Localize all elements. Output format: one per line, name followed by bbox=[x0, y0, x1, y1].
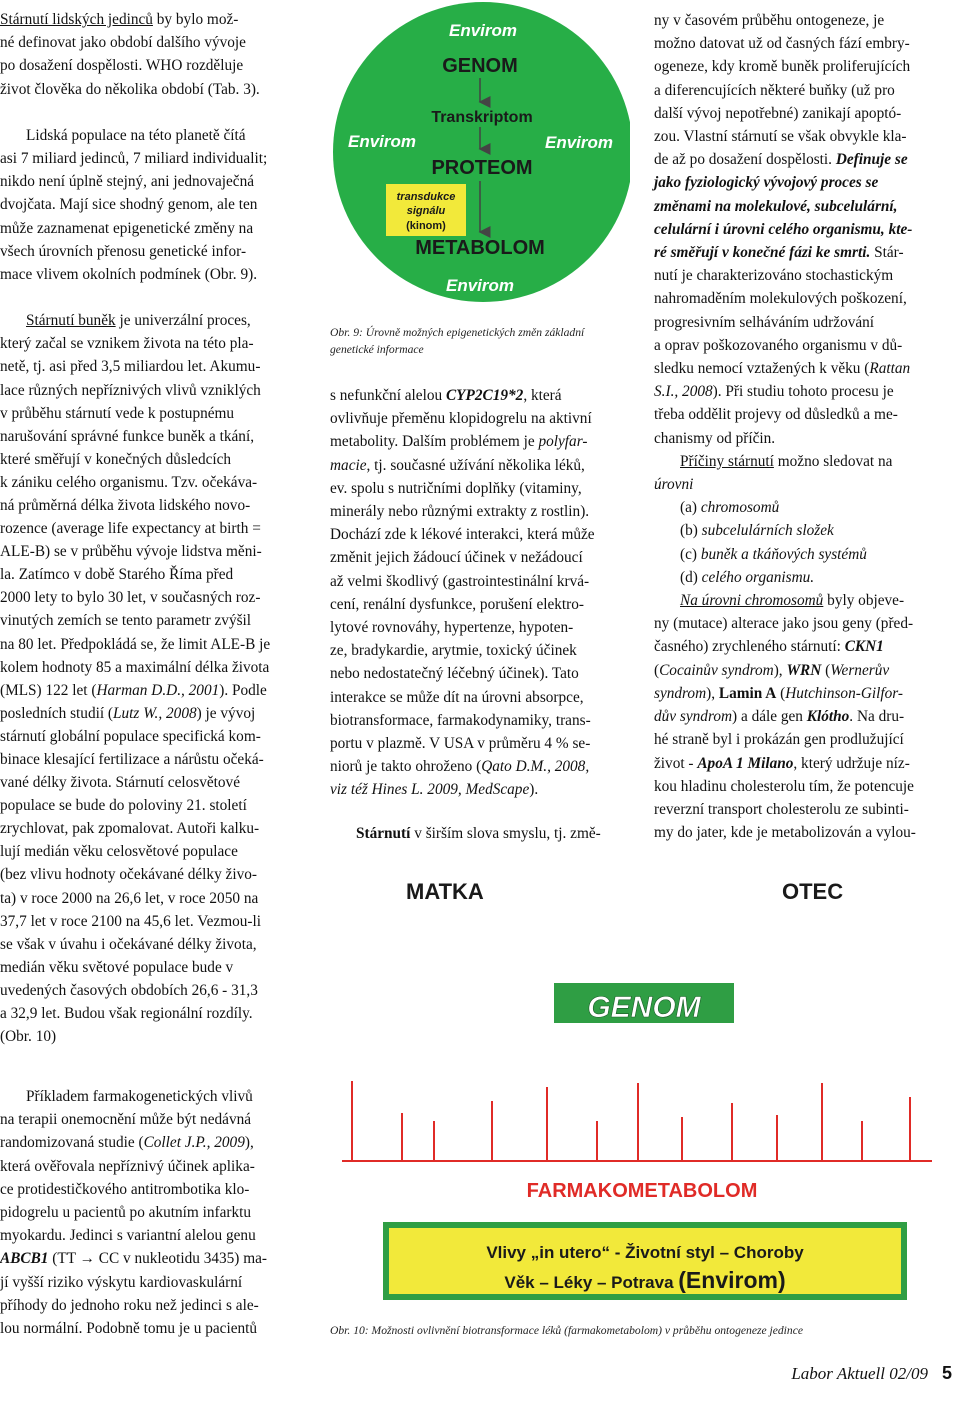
figure-10-caption: Obr. 10: Možnosti ovlivnění biotransformace léků (farmakometabolom) v průběhu ontogeneze jedince bbox=[330, 1324, 803, 1337]
envirom-right: Envirom bbox=[544, 133, 614, 152]
heading-cell-aging: Stárnutí buněk bbox=[26, 312, 116, 330]
figure-9-caption: Obr. 9: Úrovně možných epigenetických změn základní genetické informace bbox=[330, 326, 585, 356]
citation-qato: Qato D.M., 2008, bbox=[481, 758, 590, 776]
right-column: ny v časovém průběhu ontogeneze, je možno datovat už od časných fází embry- ogeneze, kdy kromě buněk proliferujících a diferencujících některé buňky (už pro další vývoj nepotřebné) zanikají apoptó- zou. Vlastní stárnutí se však obvykle kla- de až po dosažení dospělosti. Definuje se jako fyziologický vývojový proces se změnami na molekulové, subcelulární, celulární i úrovni celého organismu, kte- ré směřují v konečné fázi ke smrti. Stár- nutí je charakterizováno stochastickým nahromaděním molekulových poškození, progresivním selháváním udržování a oprav poškozovaného organismu v dů- sledku nemocí vztažených k věku (Rattan S.I., 2008). Při studiu tohoto procesu je třeba oddělit projevy od důsledků a me- chanismy od příčin. Příčiny stárnutí možno sledovat na úrovni (a) chromosomů (b) subcelulárních složek (c) buněk a tkáňových systémů (d) celého organismu. Na úrovni chromosomů byly objeve- ny (mutace) alterace jako jsou geny (před- časného) zrychleného stárnutí: CKN1 (Cocainův syndrom), WRN (Wernerův syndrom), Lamin A (Hutchinson-Gilfor- dův syndrom) a dále gen Klótho. Na dru- hé straně byl i prokázán gen prodlužující život - ApoA 1 Milano, který udržuje níz- kou hladinu cholesterolu tím, že potencuje reverzní transport cholesterolu ze subinti- my do jater, kde je metabolizován a vylou- bbox=[654, 9, 954, 844]
arrow-icon: → bbox=[79, 1250, 95, 1268]
citation-lutz: Lutz W., 2008 bbox=[113, 704, 197, 722]
citation-rattan: Rattan bbox=[869, 360, 911, 378]
metabolom-label: METABOLOM bbox=[415, 237, 545, 259]
citation-hines: viz též Hines L. 2009, MedScape bbox=[330, 781, 530, 799]
matka-label: MATKA bbox=[406, 879, 484, 904]
proteom-label: PROTEOM bbox=[431, 157, 533, 179]
envirom-left: Envirom bbox=[347, 132, 417, 151]
influences-line1: Vlivy „in utero“ - Životní styl – Choroby bbox=[486, 1243, 804, 1262]
transdukce-line1: transdukce bbox=[396, 191, 456, 203]
gene-apoa1: ApoA 1 Milano bbox=[697, 754, 794, 772]
otec-label: OTEC bbox=[782, 879, 844, 904]
journal-name: Labor Aktuell 02/09 bbox=[791, 1364, 928, 1383]
transkriptom-label: Transkriptom bbox=[431, 109, 533, 126]
gene-klotho: Klótho bbox=[806, 708, 850, 726]
paragraph-population: Lidská populace na této planetě čítá asi 7 miliard jedinců, 7 miliard individualit; nikdo není úplně stejný, ani jednovaječná dvojčata. Mají sice shodný genom, ale ten může zaznamenat epigenetické změny na všech úrovních přenosu genetické infor- mace vlivem okolních podmínek (Obr. 9). bbox=[0, 126, 268, 284]
citation-collet: Collet J.P., 2009 bbox=[143, 1134, 245, 1152]
gene-abcb1: ABCB1 bbox=[0, 1250, 49, 1268]
heading-causes: Příčiny stárnutí bbox=[680, 452, 774, 470]
gene-lamin-a: Lamin A bbox=[718, 684, 777, 702]
gene-cyp2c19: CYP2C19*2 bbox=[445, 387, 524, 404]
left-column: Stárnutí lidských jedinců by bylo mož- né definovat jako období dalšího vývoje po dosažení dospělosti. WHO rozděluje život člověka do několika období (Tab. 3). Lidská populace na této planetě čítá asi 7 miliard jedinců, 7 miliard individualit; nikdo není úplně stejný, ani jednovaječná dvojčata. Mají sice shodný genom, ale ten může zaznamenat epigenetické změny na všech úrovních přenosu genetické infor- mace vlivem okolních podmínek (Obr. 9). Stárnutí buněk je univerzální proces, který začal se vznikem života na této pla- netě, tj. asi před 3,5 miliardou let. Akumu- lace různých nepříznivých vlivů vzniklých v průběhu stárnutí vede k postupnému narušování správné funkce buněk a tkání, které směřují v konečných důsledcích k zániku celého organismu. Tzv. očekáva- ná průměrná délka života lidského novo- rozence (average life expectancy at birth = ALE-B) se v průběhu vývoje lidstva měni- la. Zatímco v době Starého Říma před 2000 lety to bylo 30 let, v současných roz- vinutých zemích se tento parametr zvýšil na 80 let. Předpokládá se, že limit ALE-B je kolem hodnoty 85 a maximální délka života (MLS) 122 let (Harman D.D., 2001). Podle posledních studií (Lutz W., 2008) je vývoj stárnutí globální populace specifická kom- binace klesající fertilizace a nárůstu očeká- vané délky života. Stárnutí celosvětové populace se bude do poloviny 21. století zrychlovat, pak zpomalovat. Autoři kalku- lují medián věku celosvětové populace (bez vlivu hodnoty očekávané délky živo- ta) v roce 2000 na 26,6 let, v roce 2050 na 37,7 let v roce 2100 na 45,6 let. Vezmou-li se však v úvahu i očekávané délky života, medián věku světové populace bude v uvedených časových obdobích 26,6 - 31,3 a 32,9 let. Budou však regionální rozdíly. (Obr. 10) bbox=[0, 8, 304, 1048]
heading-chromosomes: Na úrovni chromosomů bbox=[680, 592, 824, 610]
timeline-bars bbox=[352, 1081, 910, 1161]
paragraph-pharmacogenetics: Příkladem farmakogenetických vlivů na terapii onemocnění může být nedávná randomizovaná studie (Collet J.P., 2009), která ověřovala nepříznivý účinek aplika- ce protidestičkového antitrombotika klo- pidogrelu u pacientů po akutním infarktu myokardu. Jedinci s variantní alelou genu ABCB1 (TT → CC v nukleotidu 3435) ma- jí vyšší riziko výskytu kardiovaskulární příhody do jednoho roku než jedinci s ale- lou normální. Podobně tomu je u pacientů bbox=[0, 1088, 267, 1338]
gene-wrn: WRN bbox=[786, 661, 822, 679]
definition-start: Definuje se bbox=[835, 151, 908, 169]
middle-column: s nefunkční alelou CYP2C19*2, která ovlivňuje přeměnu klopidogrelu na aktivní metabolity. Dalším problémem je polyfar- macie, tj. současné užívání několika léků, ev. spolu s nutričními doplňky (vitaminy, minerály nebo různými extrakty z rostlin). Dochází zde k lékové interakci, která může změnit jejich žádoucí účinek v nežádoucí až velmi škodlivý (gastrointestinální krvá- cení, renální dysfunkce, porušení elektro- lytové rovnováhy, hypertenze, hypoten- ze, bradykardie, arytmie, toxický účinek nebo nedostatečný léčebný účinek). Tato interakce se může dít na úrovni absorpce, biotransformace, farmakodynamiky, trans- portu v plazmě. V USA v průměru 4 % se- niorů je takto ohroženo (Qato D.M., 2008, viz též Hines L. 2009, MedScape). Stárnutí v širším slova smyslu, tj. změ- bbox=[330, 387, 601, 842]
transdukce-line2: signálu bbox=[406, 205, 446, 217]
page-footer bbox=[791, 1363, 952, 1384]
causes-list: (a) chromosomů (b) subcelulárních složek (c) buněk a tkáňových systémů (d) celého organismu. bbox=[680, 499, 867, 586]
paragraph-cell-aging: Stárnutí buněk je univerzální proces, který začal se vznikem života na této pla- netě, tj. asi před 3,5 miliardou let. Akumu- lace různých nepříznivých vlivů vzniklých v průběhu stárnutí vede k postupnému narušování správné funkce buněk a tkání, které směřují v konečných důsledcích k zániku celého organismu. Tzv. očekáva- ná průměrná délka života lidského novo- rozence (average life expectancy at birth = ALE-B) se v průběhu vývoje lidstva měni- la. Zatímco v době Starého Říma před 2000 lety to bylo 30 let, v současných roz- vinutých zemích se tento parametr zvýšil na 80 let. Předpokládá se, že limit ALE-B je kolem hodnoty 85 a maximální délka života (MLS) 122 let (Harman D.D., 2001). Podle posledních studií (Lutz W., 2008) je vývoj stárnutí globální populace specifická kom- binace klesající fertilizace a nárůstu očeká- vané délky života. Stárnutí celosvětové populace se bude do poloviny 21. století zrychlovat, pak zpomalovat. Autoři kalku- lují medián věku celosvětové populace (bez vlivu hodnoty očekávané délky živo- ta) v roce 2000 na 26,6 let, v roce 2050 na 37,7 let v roce 2100 na 45,6 let. Vezmou-li se však v úvahu i očekávané délky života, medián věku světové populace bude v uvedených časových obdobích 26,6 - 31,3 a 32,9 let. Budou však regionální rozdíly. (Obr. 10) bbox=[0, 312, 271, 1046]
figure-9 bbox=[330, 0, 630, 310]
influences-line2: Věk – Léky – Potrava (Envirom) bbox=[504, 1267, 786, 1293]
genom-label: GENOM bbox=[587, 991, 701, 1024]
figure-9-diagram bbox=[330, 0, 630, 312]
page-number: 5 bbox=[941, 1363, 952, 1383]
transdukce-line3: (kinom) bbox=[406, 220, 446, 232]
envirom-top: Envirom bbox=[448, 21, 518, 40]
genom-label: GENOM bbox=[442, 55, 518, 77]
heading-human-aging: Stárnutí lidských jedinců bbox=[0, 11, 153, 28]
gene-ckn1: CKN1 bbox=[844, 638, 884, 656]
farmakometabolom-label: FARMAKOMETABOLOM bbox=[526, 1180, 758, 1202]
paragraph-chromosomes: Na úrovni chromosomů byly objeve- ny (mutace) alterace jako jsou geny (před- časného) zrychleného stárnutí: CKN1 (Cocainův syndrom), WRN (Wernerův syndrom), Lamin A (Hutchinson-Gilfor- dův syndrom) a dále gen Klótho. Na dru- hé straně byl i prokázán gen prodlužující život - ApoA 1 Milano, který udržuje níz- kou hladinu cholesterolu tím, že potencuje reverzní transport cholesterolu ze subinti- my do jater, kde je metabolizován a vylou- bbox=[654, 592, 916, 842]
envirom-bottom: Envirom bbox=[445, 276, 515, 295]
figure-10 bbox=[322, 865, 958, 1315]
figure-10-diagram bbox=[322, 865, 958, 1315]
citation-harman: Harman D.D., 2001 bbox=[96, 681, 220, 699]
left-column-bottom bbox=[0, 1085, 304, 1340]
term-starnuti: Stárnutí bbox=[356, 824, 411, 842]
